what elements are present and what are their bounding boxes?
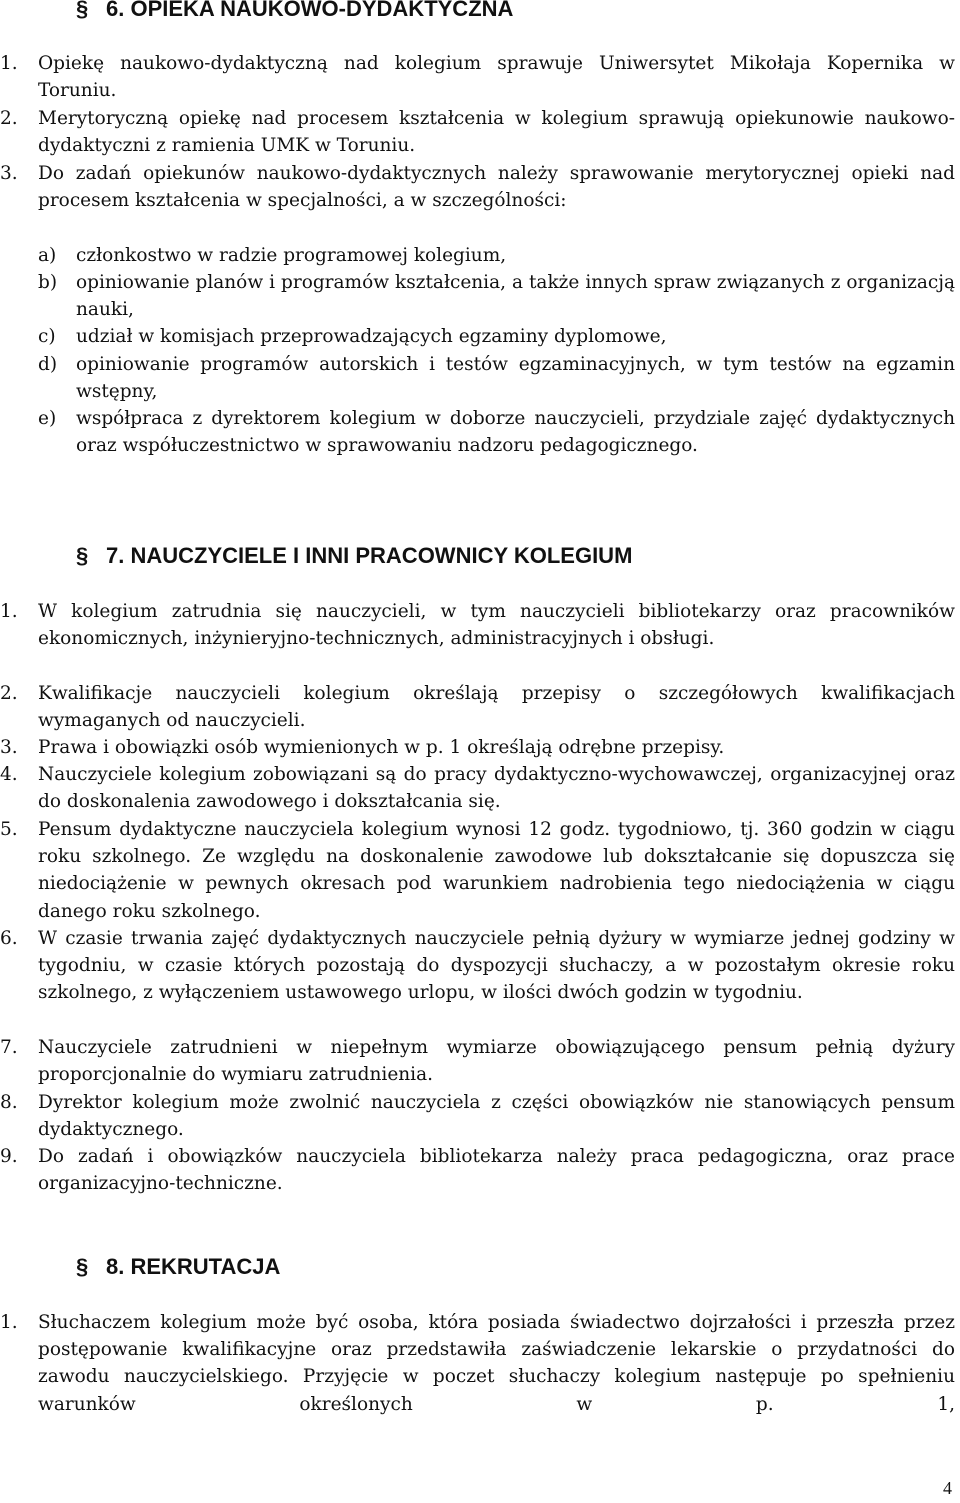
item-number: 4. bbox=[0, 764, 18, 785]
item-text: Dyrektor kolegium może zwolnić nauczyciela z części obowiązków nie stanowiących pensum dydaktycznego. bbox=[38, 1092, 955, 1141]
section-bullet-icon: § bbox=[76, 543, 89, 568]
item-text: Nauczyciele kolegium zobowiązani są do pracy dydaktyczno-wychowawczej, organizacyjnej oraz do doskonalenia zawodowego i dokształcania się. bbox=[38, 764, 955, 813]
section-heading-7 bbox=[76, 543, 632, 569]
item-number: 6. bbox=[0, 928, 18, 949]
item-text: W kolegium zatrudnia się nauczycieli, w tym nauczycieli bibliotekarzy oraz pracowników ekonomicznych, inżynieryjno-technicznych, administracyjnych i obsługi. bbox=[38, 601, 955, 650]
list-item bbox=[0, 680, 955, 734]
item-text: Do zadań opiekunów naukowo-dydaktycznych należy sprawowanie merytorycznej opieki nad procesem kształcenia w specjalności, a w szczególności: bbox=[38, 163, 955, 212]
item-text: opiniowanie programów autorskich i testów egzaminacyjnych, w tym testów na egzamin wstępny, bbox=[76, 354, 955, 403]
list-item bbox=[0, 1309, 955, 1418]
list-item bbox=[0, 50, 955, 104]
section-title: 7. NAUCZYCIELE I INNI PRACOWNICY KOLEGIUM bbox=[106, 543, 633, 568]
section-heading-8 bbox=[76, 1254, 280, 1280]
item-number: 2. bbox=[0, 683, 18, 704]
item-text: Do zadań i obowiązków nauczyciela bibliotekarza należy praca pedagogiczna, oraz prace organizacyjno-techniczne. bbox=[38, 1146, 955, 1195]
item-number: 1. bbox=[0, 601, 18, 622]
section-title: 8. REKRUTACJA bbox=[106, 1254, 281, 1279]
item-text: Prawa i obowiązki osób wymienionych w p. 1 określają odrębne przepisy. bbox=[38, 737, 725, 758]
item-letter: d) bbox=[38, 354, 58, 375]
item-text: udział w komisjach przeprowadzających egzaminy dyplomowe, bbox=[76, 326, 667, 347]
item-letter: a) bbox=[38, 245, 57, 266]
section-bullet-icon: § bbox=[76, 0, 89, 21]
item-text: Pensum dydaktyczne nauczyciela kolegium wynosi 12 godz. tygodniowo, tj. 360 godzin w ciągu roku szkolnego. Ze względu na doskonalenie zawodowe lub dokształcanie się dopuszcza się niedociążenie w pewnych okresach pod warunkiem nadrobienia tego niedociążenia w ciągu danego roku szkolnego. bbox=[38, 819, 955, 922]
item-number: 7. bbox=[0, 1037, 18, 1058]
list-item bbox=[0, 761, 955, 815]
section-title: 6. OPIEKA NAUKOWO-DYDAKTYCZNA bbox=[106, 0, 514, 21]
item-text: Opiekę naukowo-dydaktyczną nad kolegium sprawuje Uniwersytet Mikołaja Kopernika w Toruniu. bbox=[38, 53, 955, 102]
item-number: 9. bbox=[0, 1146, 18, 1167]
item-text: Nauczyciele zatrudnieni w niepełnym wymiarze obowiązującego pensum pełnią dyżury proporcjonalnie do wymiaru zatrudnienia. bbox=[38, 1037, 955, 1086]
item-number: 1. bbox=[0, 53, 18, 74]
page-number: 4 bbox=[943, 1478, 952, 1498]
list-item bbox=[0, 816, 955, 925]
item-number: 1. bbox=[0, 1312, 18, 1333]
item-number: 2. bbox=[0, 108, 18, 129]
section-heading-6 bbox=[76, 0, 513, 22]
list-item bbox=[38, 323, 955, 350]
list-item bbox=[0, 1089, 955, 1143]
list-item bbox=[38, 269, 955, 323]
item-letter: c) bbox=[38, 326, 56, 347]
section-bullet-icon: § bbox=[76, 1254, 89, 1279]
list-item bbox=[38, 405, 955, 459]
item-text: W czasie trwania zajęć dydaktycznych nauczyciele pełnią dyżury w wymiarze jednej godziny w tygodniu, w czasie których pozostają do dyspozycji słuchaczy, a w pozostałym okresie roku szkolnego, z wyłączeniem ustawowego urlopu, w ilości dwóch godzin w tygodniu. bbox=[38, 928, 955, 1004]
item-number: 3. bbox=[0, 737, 18, 758]
list-item bbox=[38, 242, 955, 269]
item-letter: b) bbox=[38, 272, 58, 293]
item-text: Kwalifikacje nauczycieli kolegium określają przepisy o szczegółowych kwalifikacjach wymaganych od nauczycieli. bbox=[38, 683, 955, 732]
item-number: 8. bbox=[0, 1092, 18, 1113]
list-item bbox=[0, 1034, 955, 1088]
list-item bbox=[0, 105, 955, 159]
list-item bbox=[0, 160, 955, 214]
list-item bbox=[38, 351, 955, 405]
list-item bbox=[0, 925, 955, 1007]
item-number: 5. bbox=[0, 819, 18, 840]
item-text: współpraca z dyrektorem kolegium w doborze nauczycieli, przydziale zajęć dydaktycznych oraz współuczestnictwo w sprawowaniu nadzoru pedagogicznego. bbox=[76, 408, 955, 457]
list-item bbox=[0, 734, 955, 761]
item-text: opiniowanie planów i programów kształcenia, a także innych spraw związanych z organizacją nauki, bbox=[76, 272, 955, 321]
item-number: 3. bbox=[0, 163, 18, 184]
item-text: Merytoryczną opiekę nad procesem kształcenia w kolegium sprawują opiekunowie naukowo-dydaktyczni z ramienia UMK w Toruniu. bbox=[38, 108, 955, 157]
item-letter: e) bbox=[38, 408, 57, 429]
item-text: Słuchaczem kolegium może być osoba, która posiada świadectwo dojrzałości i przeszła przez postępowanie kwalifikacyjne oraz przedstawiła zaświadczenie lekarskie o przydatności do zawodu nauczycielskiego. Przyjęcie w poczet słuchaczy kolegium następuje po spełnieniu warunków określonych w p. 1, bbox=[38, 1312, 955, 1415]
list-item bbox=[0, 598, 955, 652]
item-text: członkostwo w radzie programowej kolegium, bbox=[76, 245, 507, 266]
list-item bbox=[0, 1143, 955, 1197]
